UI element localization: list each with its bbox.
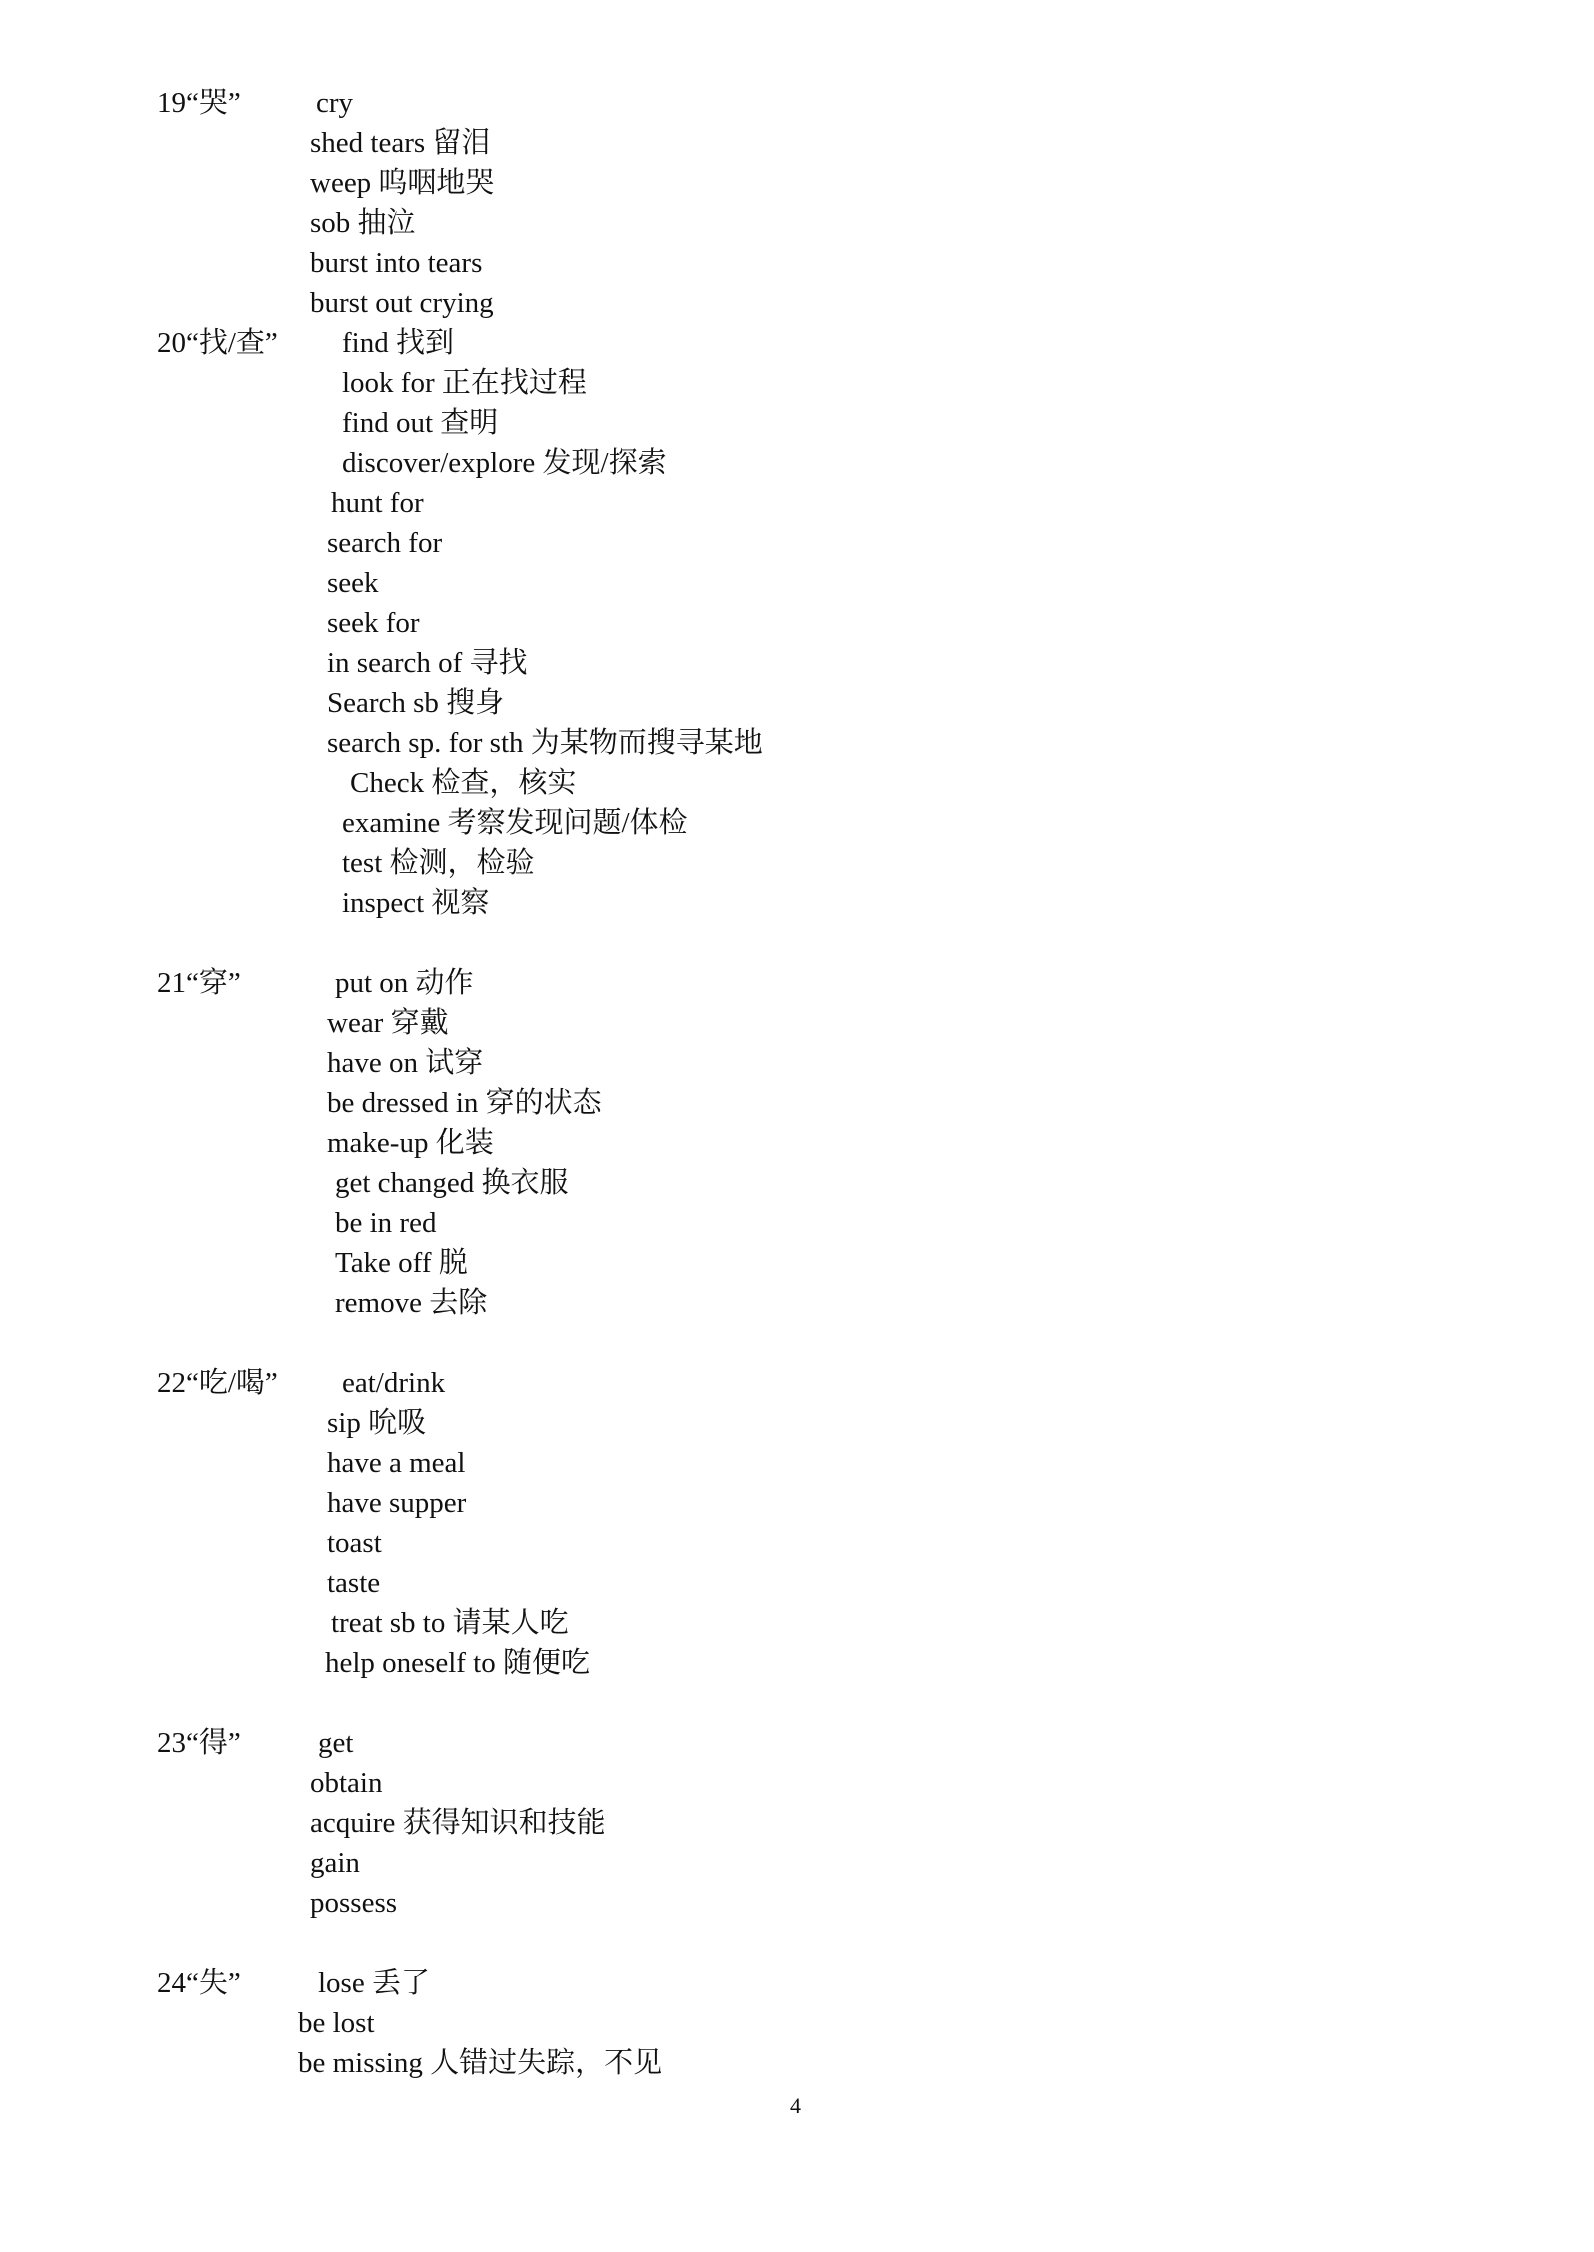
- entry-text: have supper: [327, 1487, 467, 1519]
- entry-text: in search of 寻找: [327, 647, 528, 679]
- entry-text: make-up 化装: [327, 1127, 494, 1159]
- entry-text: seek: [327, 567, 379, 599]
- entry-text: have a meal: [327, 1447, 466, 1479]
- section-heading-23: 23“得”: [157, 1727, 241, 1759]
- entry-text: have on 试穿: [327, 1047, 484, 1079]
- entry-text: seek for: [327, 607, 420, 639]
- entry-text: inspect 视察: [342, 887, 490, 919]
- entry-text: search for: [327, 527, 443, 559]
- entry-text: be dressed in 穿的状态: [327, 1087, 602, 1119]
- entry-text: weep 呜咽地哭: [310, 167, 495, 199]
- entry-text: find out 查明: [342, 407, 499, 439]
- entry-text: test 检测，检验: [342, 847, 535, 879]
- entry-text: possess: [310, 1887, 398, 1919]
- entry-text: remove 去除: [335, 1287, 488, 1319]
- entry-text: get changed 换衣服: [335, 1167, 569, 1199]
- entry-text: gain: [310, 1847, 360, 1879]
- section-heading-20: 20“找/查”: [157, 327, 278, 359]
- entry-text: Take off 脱: [335, 1247, 468, 1279]
- entry-text: eat/drink: [342, 1367, 446, 1399]
- entry-text: Check 检查，核实: [350, 767, 577, 799]
- entry-text: burst out crying: [310, 287, 494, 319]
- section-heading-21: 21“穿”: [157, 967, 241, 999]
- entry-text: get: [318, 1727, 354, 1759]
- entry-text: burst into tears: [310, 247, 483, 279]
- entry-text: search sp. for sth 为某物而搜寻某地: [327, 727, 763, 759]
- entry-text: be in red: [335, 1207, 437, 1239]
- entry-text: obtain: [310, 1767, 383, 1799]
- entry-text: be lost: [298, 2007, 375, 2039]
- entry-text: be missing 人错过失踪，不见: [298, 2047, 663, 2079]
- section-heading-22: 22“吃/喝”: [157, 1367, 278, 1399]
- entry-text: toast: [327, 1527, 382, 1559]
- entry-text: put on 动作: [335, 967, 474, 999]
- entry-text: find 找到: [342, 327, 454, 359]
- section-heading-19: 19“哭”: [157, 87, 241, 119]
- entry-text: sip 吮吸: [327, 1407, 427, 1439]
- entry-text: treat sb to 请某人吃: [331, 1607, 569, 1639]
- entry-text: wear 穿戴: [327, 1007, 449, 1039]
- entry-text: examine 考察发现问题/体检: [342, 807, 688, 839]
- section-heading-24: 24“失”: [157, 1967, 241, 1999]
- entry-text: help oneself to 随便吃: [325, 1647, 590, 1679]
- page-number: 4: [790, 2093, 801, 2118]
- entry-text: shed tears 留泪: [310, 127, 491, 159]
- entry-text: cry: [316, 87, 354, 119]
- entry-text: lose 丢了: [318, 1967, 430, 1999]
- entry-text: acquire 获得知识和技能: [310, 1807, 606, 1839]
- entry-text: discover/explore 发现/探索: [342, 447, 667, 479]
- entry-text: sob 抽泣: [310, 207, 416, 239]
- entry-text: hunt for: [331, 487, 424, 519]
- entry-text: taste: [327, 1567, 381, 1599]
- entry-text: Search sb 搜身: [327, 687, 505, 719]
- entry-text: look for 正在找过程: [342, 367, 587, 399]
